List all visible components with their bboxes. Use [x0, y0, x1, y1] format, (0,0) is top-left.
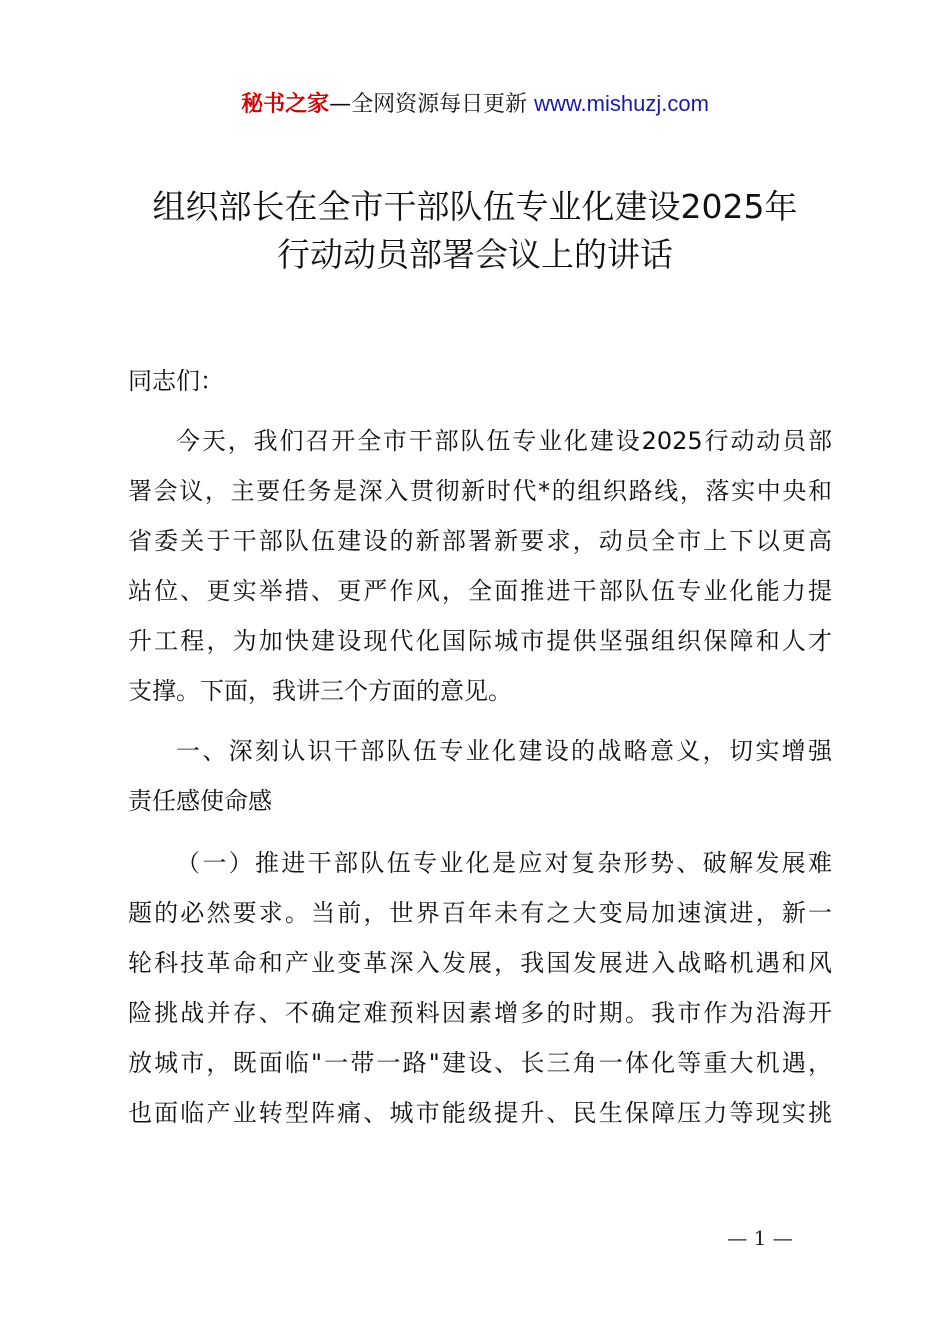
body-line: 今天，我们召开全市干部队伍专业化建设2025行动动员部	[176, 427, 832, 455]
site-header	[0, 88, 950, 121]
body-line: 升工程，为加快建设现代化国际城市提供坚强组织保障和人才	[128, 627, 832, 655]
body-line: （一）推进干部队伍专业化是应对复杂形势、破解发展难	[176, 849, 832, 877]
section-heading-line: 责任感使命感	[128, 787, 272, 815]
body-line: 省委关于干部队伍建设的新部署新要求，动员全市上下以更高	[128, 527, 832, 555]
document-title	[90, 183, 860, 279]
title-line-1: 组织部长在全市干部队伍专业化建设2025年	[152, 187, 798, 226]
body-line: 站位、更实举措、更严作风，全面推进干部队伍专业化能力提	[128, 577, 832, 605]
body-line: 放城市，既面临"一带一路"建设、长三角一体化等重大机遇，	[128, 1049, 832, 1077]
page-number: — 1 —	[727, 1226, 793, 1250]
body-line: 险挑战并存、不确定难预料因素增多的时期。我市作为沿海开	[128, 999, 832, 1027]
title-line-2: 行动动员部署会议上的讲话	[277, 235, 673, 274]
body-line: 题的必然要求。当前，世界百年未有之大变局加速演进，新一	[128, 899, 832, 927]
body-line: 也面临产业转型阵痛、城市能级提升、民生保障压力等现实挑	[128, 1099, 832, 1127]
header-tagline: —全网资源每日更新	[329, 92, 528, 117]
salutation: 同志们：	[128, 367, 224, 395]
site-url-link[interactable]: www.mishuzj.com	[534, 91, 709, 116]
body-line: 支撑。下面，我讲三个方面的意见。	[128, 677, 512, 705]
body-line: 轮科技革命和产业变革深入发展，我国发展进入战略机遇和风	[128, 949, 832, 977]
brand-name: 秘书之家	[241, 92, 330, 117]
body-line: 署会议，主要任务是深入贯彻新时代*的组织路线，落实中央和	[128, 477, 832, 505]
section-heading-line: 一、深刻认识干部队伍专业化建设的战略意义，切实增强	[176, 737, 832, 765]
